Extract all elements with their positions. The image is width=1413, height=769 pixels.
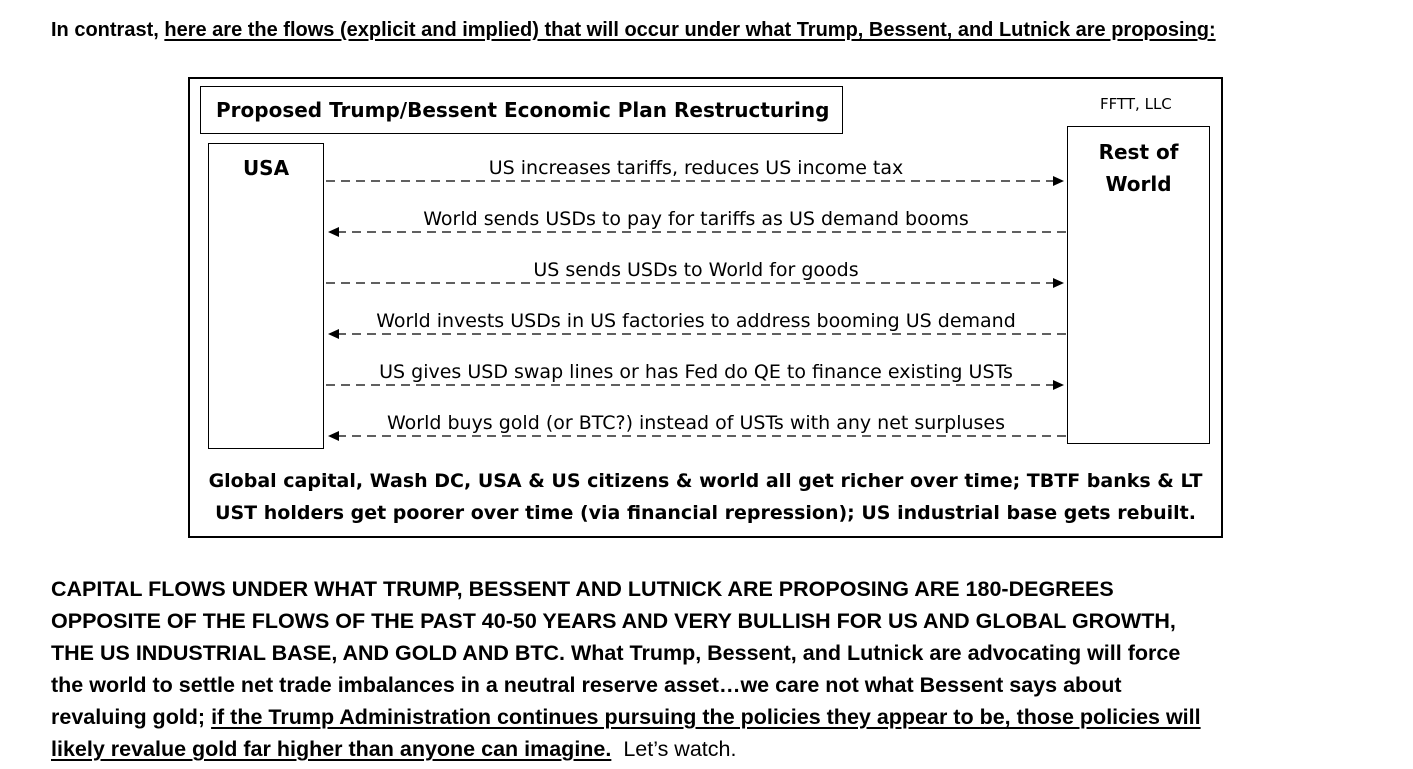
intro-underlined-text: here are the flows (explicit and implied) that will occur under what Trump, Bessent, and Lutnick are proposing: xyxy=(164,19,1216,41)
flow-label: US gives USD swap lines or has Fed do QE to finance existing USTs xyxy=(379,361,1013,383)
paragraph-line-6 xyxy=(51,733,1371,765)
paragraph-closing: Let’s watch. xyxy=(623,737,737,761)
diagram-title: Proposed Trump/Bessent Economic Plan Restructuring xyxy=(200,86,843,134)
flow-label: World sends USDs to pay for tariffs as US demand booms xyxy=(423,208,969,230)
paragraph-line-2: OPPOSITE OF THE FLOWS OF THE PAST 40-50 YEARS AND VERY BULLISH FOR US AND GLOBAL GROWTH, xyxy=(51,609,1176,633)
conclusion-paragraph xyxy=(51,573,1371,765)
flow-arrowhead xyxy=(328,227,339,237)
summary-line-2: UST holders get poorer over time (via financial repression); US industrial base gets rebuilt. xyxy=(215,502,1196,524)
flow-label: US increases tariffs, reduces US income tax xyxy=(488,157,904,179)
diagram-summary xyxy=(190,465,1221,529)
paragraph-line-4: the world to settle net trade imbalances in a neutral reserve asset…we care not what Bessent says about xyxy=(51,673,1122,697)
flow-arrowhead xyxy=(1053,380,1064,390)
paragraph-line-3: THE US INDUSTRIAL BASE, AND GOLD AND BTC. What Trump, Bessent, and Lutnick are advocating will force xyxy=(51,641,1181,665)
paragraph-line-6-underlined: likely revalue gold far higher than anyone can imagine. xyxy=(51,737,612,761)
firm-label: FFTT, LLC xyxy=(1100,95,1172,113)
rest-of-world-label-line1: Rest of xyxy=(1098,140,1179,164)
flow-diagram xyxy=(188,77,1223,538)
flow-label: World buys gold (or BTC?) instead of USTs with any net surpluses xyxy=(386,412,1006,434)
flow-label: World invests USDs in US factories to address booming US demand xyxy=(376,310,1016,332)
paragraph-line-5-underlined: if the Trump Administration continues pursuing the policies they appear to be, those policies will xyxy=(211,705,1201,729)
paragraph-line-1: CAPITAL FLOWS UNDER WHAT TRUMP, BESSENT AND LUTNICK ARE PROPOSING ARE 180-DEGREES xyxy=(51,577,1114,601)
paragraph-line-5-plain: revaluing gold; xyxy=(51,705,212,729)
flow-arrowhead xyxy=(328,431,339,441)
summary-line-1: Global capital, Wash DC, USA & US citizens & world all get richer over time; TBTF banks & LT xyxy=(208,470,1203,492)
intro-sentence xyxy=(51,17,1216,43)
rest-of-world-label-line2: World xyxy=(1105,172,1172,196)
flow-arrowhead xyxy=(328,329,339,339)
flow-label: US sends USDs to World for goods xyxy=(533,259,859,281)
flow-arrowhead xyxy=(1053,278,1064,288)
intro-prefix: In contrast, xyxy=(51,19,165,41)
flow-arrowhead xyxy=(1053,176,1064,186)
paragraph-line-5 xyxy=(51,701,1371,733)
usa-label: USA xyxy=(242,156,290,180)
